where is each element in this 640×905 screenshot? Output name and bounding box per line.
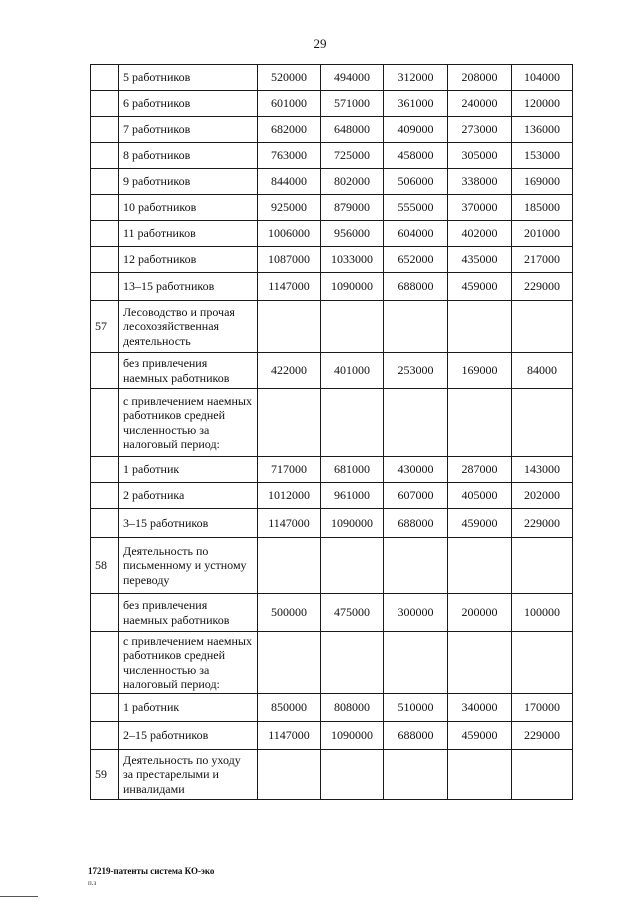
- footer-subscript: п.з: [88, 879, 97, 887]
- value-cell-2: 802000: [321, 169, 384, 195]
- value-cell-2: 725000: [321, 143, 384, 169]
- value-cell-5: [512, 389, 573, 457]
- corner-mark: [0, 896, 38, 897]
- value-cell-3: 300000: [384, 594, 448, 632]
- value-cell-3: 688000: [384, 722, 448, 750]
- value-cell-4: 338000: [448, 169, 512, 195]
- value-cell-4: [448, 301, 512, 353]
- activity-description-cell: 2 работника: [119, 483, 258, 509]
- table-row: [91, 247, 573, 273]
- table-row: [91, 722, 573, 750]
- value-cell-5: 202000: [512, 483, 573, 509]
- value-cell-2: 1033000: [321, 247, 384, 273]
- activity-description-cell: Деятельность по письменному и устному переводу: [119, 538, 258, 594]
- value-cell-3: 688000: [384, 273, 448, 301]
- activity-description-cell: 5 работников: [119, 65, 258, 91]
- activity-description-cell: 3–15 работников: [119, 509, 258, 538]
- row-number-cell: [91, 594, 119, 632]
- value-cell-2: 956000: [321, 221, 384, 247]
- row-number-cell: [91, 273, 119, 301]
- row-number-cell: [91, 389, 119, 457]
- value-cell-1: [258, 538, 321, 594]
- activity-description-cell: 12 работников: [119, 247, 258, 273]
- table-row: [91, 509, 573, 538]
- value-cell-4: 340000: [448, 694, 512, 722]
- value-cell-1: 763000: [258, 143, 321, 169]
- value-cell-5: 229000: [512, 722, 573, 750]
- value-cell-4: 200000: [448, 594, 512, 632]
- activity-description-cell: Лесоводство и прочая лесохозяйственная деятельность: [119, 301, 258, 353]
- value-cell-4: 370000: [448, 195, 512, 221]
- activity-description-cell: 13–15 работников: [119, 273, 258, 301]
- value-cell-1: 1012000: [258, 483, 321, 509]
- value-cell-2: 648000: [321, 117, 384, 143]
- value-cell-1: 682000: [258, 117, 321, 143]
- row-number-cell: [91, 221, 119, 247]
- value-cell-3: 253000: [384, 353, 448, 389]
- value-cell-2: 961000: [321, 483, 384, 509]
- table-row: [91, 301, 573, 353]
- value-cell-3: [384, 301, 448, 353]
- value-cell-4: 459000: [448, 722, 512, 750]
- table-row: [91, 169, 573, 195]
- value-cell-4: [448, 750, 512, 800]
- value-cell-1: [258, 750, 321, 800]
- footer-document-id: 17219-патенты система КО-эко: [88, 866, 215, 876]
- table-row: [91, 195, 573, 221]
- value-cell-1: 925000: [258, 195, 321, 221]
- value-cell-2: [321, 632, 384, 694]
- value-cell-2: [321, 538, 384, 594]
- value-cell-2: [321, 389, 384, 457]
- row-number-cell: [91, 353, 119, 389]
- row-number-cell: 58: [91, 538, 119, 594]
- activity-description-cell: с привлечением наемных работников средней численностью за налоговый период:: [119, 632, 258, 694]
- value-cell-2: 1090000: [321, 722, 384, 750]
- row-number-cell: [91, 169, 119, 195]
- table-row: [91, 353, 573, 389]
- activity-description-cell: 2–15 работников: [119, 722, 258, 750]
- value-cell-1: 1006000: [258, 221, 321, 247]
- row-number-cell: [91, 694, 119, 722]
- value-cell-1: 844000: [258, 169, 321, 195]
- value-cell-2: [321, 301, 384, 353]
- value-cell-4: 305000: [448, 143, 512, 169]
- value-cell-5: [512, 750, 573, 800]
- value-cell-4: 435000: [448, 247, 512, 273]
- value-cell-1: 520000: [258, 65, 321, 91]
- tax-patent-table: [90, 64, 573, 800]
- table-row: [91, 694, 573, 722]
- value-cell-5: 170000: [512, 694, 573, 722]
- row-number-cell: [91, 247, 119, 273]
- value-cell-4: [448, 538, 512, 594]
- value-cell-4: 169000: [448, 353, 512, 389]
- value-cell-5: 217000: [512, 247, 573, 273]
- value-cell-3: 506000: [384, 169, 448, 195]
- value-cell-2: 475000: [321, 594, 384, 632]
- row-number-cell: [91, 632, 119, 694]
- value-cell-5: 185000: [512, 195, 573, 221]
- value-cell-4: [448, 632, 512, 694]
- value-cell-3: 361000: [384, 91, 448, 117]
- activity-description-cell: 1 работник: [119, 457, 258, 483]
- value-cell-3: 430000: [384, 457, 448, 483]
- value-cell-4: 273000: [448, 117, 512, 143]
- value-cell-1: [258, 389, 321, 457]
- value-cell-4: 208000: [448, 65, 512, 91]
- value-cell-5: 143000: [512, 457, 573, 483]
- value-cell-2: 808000: [321, 694, 384, 722]
- activity-description-cell: без привлечения наемных работников: [119, 594, 258, 632]
- value-cell-3: 688000: [384, 509, 448, 538]
- value-cell-4: 405000: [448, 483, 512, 509]
- table-row: [91, 65, 573, 91]
- row-number-cell: [91, 457, 119, 483]
- row-number-cell: 57: [91, 301, 119, 353]
- row-number-cell: [91, 65, 119, 91]
- activity-description-cell: 6 работников: [119, 91, 258, 117]
- value-cell-4: 402000: [448, 221, 512, 247]
- table-row: [91, 91, 573, 117]
- row-number-cell: [91, 509, 119, 538]
- activity-description-cell: с привлечением наемных работников средней численностью за налоговый период:: [119, 389, 258, 457]
- value-cell-5: 120000: [512, 91, 573, 117]
- value-cell-4: 240000: [448, 91, 512, 117]
- value-cell-3: 555000: [384, 195, 448, 221]
- value-cell-5: 100000: [512, 594, 573, 632]
- value-cell-2: 1090000: [321, 273, 384, 301]
- value-cell-1: 422000: [258, 353, 321, 389]
- value-cell-3: 652000: [384, 247, 448, 273]
- row-number-cell: [91, 117, 119, 143]
- table-row: [91, 594, 573, 632]
- value-cell-2: [321, 750, 384, 800]
- value-cell-1: 1147000: [258, 273, 321, 301]
- value-cell-3: 604000: [384, 221, 448, 247]
- value-cell-5: [512, 632, 573, 694]
- value-cell-4: [448, 389, 512, 457]
- value-cell-4: 287000: [448, 457, 512, 483]
- table-row: [91, 143, 573, 169]
- value-cell-3: [384, 632, 448, 694]
- value-cell-5: 169000: [512, 169, 573, 195]
- activity-description-cell: 10 работников: [119, 195, 258, 221]
- value-cell-2: 879000: [321, 195, 384, 221]
- value-cell-1: [258, 632, 321, 694]
- value-cell-5: [512, 301, 573, 353]
- value-cell-3: [384, 538, 448, 594]
- activity-description-cell: 8 работников: [119, 143, 258, 169]
- value-cell-2: 401000: [321, 353, 384, 389]
- value-cell-5: 84000: [512, 353, 573, 389]
- value-cell-5: [512, 538, 573, 594]
- value-cell-3: [384, 750, 448, 800]
- row-number-cell: 59: [91, 750, 119, 800]
- row-number-cell: [91, 91, 119, 117]
- value-cell-1: [258, 301, 321, 353]
- table-row: [91, 538, 573, 594]
- table-row: [91, 632, 573, 694]
- value-cell-3: 607000: [384, 483, 448, 509]
- table-row: [91, 483, 573, 509]
- activity-description-cell: 1 работник: [119, 694, 258, 722]
- value-cell-5: 136000: [512, 117, 573, 143]
- value-cell-1: 717000: [258, 457, 321, 483]
- activity-description-cell: без привлечения наемных работников: [119, 353, 258, 389]
- row-number-cell: [91, 483, 119, 509]
- value-cell-3: [384, 389, 448, 457]
- value-cell-2: 494000: [321, 65, 384, 91]
- value-cell-5: 104000: [512, 65, 573, 91]
- activity-description-cell: 9 работников: [119, 169, 258, 195]
- value-cell-3: 409000: [384, 117, 448, 143]
- value-cell-1: 1147000: [258, 509, 321, 538]
- value-cell-5: 229000: [512, 509, 573, 538]
- value-cell-3: 312000: [384, 65, 448, 91]
- value-cell-1: 601000: [258, 91, 321, 117]
- row-number-cell: [91, 143, 119, 169]
- activity-description-cell: 7 работников: [119, 117, 258, 143]
- row-number-cell: [91, 195, 119, 221]
- table-row: [91, 457, 573, 483]
- value-cell-4: 459000: [448, 509, 512, 538]
- table-row: [91, 273, 573, 301]
- table-row: [91, 389, 573, 457]
- value-cell-3: 458000: [384, 143, 448, 169]
- value-cell-5: 229000: [512, 273, 573, 301]
- table-row: [91, 117, 573, 143]
- value-cell-3: 510000: [384, 694, 448, 722]
- value-cell-4: 459000: [448, 273, 512, 301]
- value-cell-1: 500000: [258, 594, 321, 632]
- value-cell-2: 571000: [321, 91, 384, 117]
- activity-description-cell: Деятельность по уходу за престарелыми и инвалидами: [119, 750, 258, 800]
- table-row: [91, 221, 573, 247]
- value-cell-5: 201000: [512, 221, 573, 247]
- page-number: 29: [313, 36, 327, 51]
- value-cell-2: 1090000: [321, 509, 384, 538]
- value-cell-1: 1087000: [258, 247, 321, 273]
- value-cell-1: 850000: [258, 694, 321, 722]
- activity-description-cell: 11 работников: [119, 221, 258, 247]
- row-number-cell: [91, 722, 119, 750]
- value-cell-2: 681000: [321, 457, 384, 483]
- value-cell-5: 153000: [512, 143, 573, 169]
- value-cell-1: 1147000: [258, 722, 321, 750]
- table-row: [91, 750, 573, 800]
